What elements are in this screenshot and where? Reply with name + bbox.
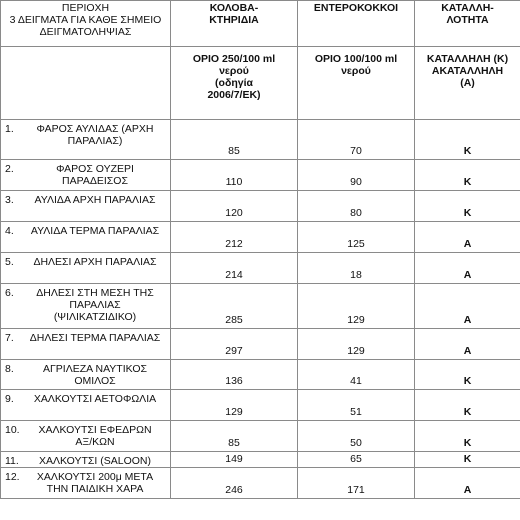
coliforms-value: 129 (171, 390, 298, 421)
row-number: 4. (5, 225, 14, 237)
enterococci-value: 41 (298, 360, 415, 390)
suitability-value: Α (415, 468, 520, 499)
limit-enterococci: ΟΡΙΟ 100/100 ml νερού (298, 47, 415, 120)
location-label: ΔΗΛΕΣΙ ΤΕΡΜΑ ΠΑΡΑΛΙΑΣ (29, 332, 161, 344)
location-name (1, 160, 171, 191)
enterococci-value: 171 (298, 468, 415, 499)
coliforms-value: 85 (171, 421, 298, 452)
header-area: ΠΕΡΙΟΧΗ 3 ΔΕΙΓΜΑΤΑ ΓΙΑ ΚΑΘΕ ΣΗΜΕΙΟ ΔΕΙΓΜΑΤΟΛΗΨΙΑΣ (1, 1, 171, 47)
suitability-value: Α (415, 222, 520, 253)
enterococci-value: 65 (298, 452, 415, 468)
enterococci-value: 80 (298, 191, 415, 222)
enterococci-value: 90 (298, 160, 415, 191)
suitability-value: Κ (415, 390, 520, 421)
header-suitability: ΚΑΤΑΛΛΗ- ΛΟΤΗΤΑ (415, 1, 520, 47)
location-name (1, 468, 171, 499)
suitability-value: Α (415, 329, 520, 360)
location-label: ΑΥΛΙΔΑ ΤΕΡΜΑ ΠΑΡΑΛΙΑΣ (30, 225, 160, 237)
limit-coliforms: ΟΡΙΟ 250/100 ml νερού (οδηγία 2006/7/ΕΚ) (171, 47, 298, 120)
location-label: ΑΓΡΙΛΕΖΑ ΝΑΥΤΙΚΟΣ ΟΜΙΛΟΣ (43, 363, 147, 387)
suitability-value: Α (415, 284, 520, 329)
row-number: 1. (5, 123, 14, 135)
coliforms-value: 212 (171, 222, 298, 253)
suitability-value: Κ (415, 191, 520, 222)
header-row (1, 1, 520, 47)
enterococci-value: 50 (298, 421, 415, 452)
row-number: 12. (5, 471, 20, 483)
location-name (1, 191, 171, 222)
location-name (1, 284, 171, 329)
coliforms-value: 285 (171, 284, 298, 329)
row-number: 2. (5, 163, 14, 175)
location-name (1, 421, 171, 452)
location-label: ΔΗΛΕΣΙ ΑΡΧΗ ΠΑΡΑΛΙΑΣ (33, 256, 157, 268)
location-name (1, 452, 171, 468)
location-label: ΑΥΛΙΔΑ ΑΡΧΗ ΠΑΡΑΛΙΑΣ (34, 194, 156, 206)
row-number: 10. (5, 424, 20, 436)
location-label: ΧΑΛΚΟΥΤΣΙ (SALOON) (38, 455, 152, 467)
enterococci-value: 70 (298, 120, 415, 160)
table-row (1, 222, 520, 253)
row-number: 5. (5, 256, 14, 268)
location-label: ΧΑΛΚΟΥΤΣΙ 200μ ΜΕΤΑ ΤΗΝ ΠΑΙΔΙΚΗ ΧΑΡΑ (36, 471, 154, 495)
enterococci-value: 129 (298, 329, 415, 360)
location-label: ΔΗΛΕΣΙ ΣΤΗ ΜΕΣΗ ΤΗΣ ΠΑΡΑΛΙΑΣ (ΨΙΛΙΚΑΤΖΙΔΙΚΟ) (36, 287, 154, 323)
enterococci-value: 51 (298, 390, 415, 421)
suitability-value: Κ (415, 452, 520, 468)
location-label: ΧΑΛΚΟΥΤΣΙ ΑΕΤΟΦΩΛΙΑ (33, 393, 157, 405)
table-row (1, 160, 520, 191)
table-row (1, 284, 520, 329)
location-name (1, 360, 171, 390)
location-name (1, 390, 171, 421)
coliforms-value: 120 (171, 191, 298, 222)
row-number: 11. (5, 455, 19, 467)
row-number: 3. (5, 194, 14, 206)
coliforms-value: 149 (171, 452, 298, 468)
location-label: ΦΑΡΟΣ ΑΥΛΙΔΑΣ (ΑΡΧΗ ΠΑΡΑΛΙΑΣ) (36, 123, 154, 147)
enterococci-value: 18 (298, 253, 415, 284)
table-row (1, 421, 520, 452)
suitability-value: Κ (415, 120, 520, 160)
row-number: 8. (5, 363, 14, 375)
location-label: ΦΑΡΟΣ ΟΥΖΕΡΙ ΠΑΡΑΔΕΙΣΟΣ (56, 163, 134, 187)
table-row (1, 452, 520, 468)
table-row (1, 120, 520, 160)
header-enterococci: ΕΝΤΕΡΟΚΟΚΚΟΙ (298, 1, 415, 47)
location-name (1, 329, 171, 360)
suitability-value: Κ (415, 160, 520, 191)
header-coliforms: ΚΟΛΟΒΑ- ΚΤΗΡΙΔΙΑ (171, 1, 298, 47)
coliforms-value: 214 (171, 253, 298, 284)
location-name (1, 120, 171, 160)
location-name (1, 253, 171, 284)
table-row (1, 468, 520, 499)
row-number: 6. (5, 287, 14, 299)
table-row (1, 191, 520, 222)
coliforms-value: 246 (171, 468, 298, 499)
suitability-value: Κ (415, 421, 520, 452)
table-row (1, 329, 520, 360)
enterococci-value: 125 (298, 222, 415, 253)
coliforms-value: 297 (171, 329, 298, 360)
enterococci-value: 129 (298, 284, 415, 329)
location-name (1, 222, 171, 253)
coliforms-value: 136 (171, 360, 298, 390)
limits-empty (1, 47, 171, 120)
table-row (1, 360, 520, 390)
limits-row (1, 47, 520, 120)
location-label: ΧΑΛΚΟΥΤΣΙ ΕΦΕΔΡΩΝ ΑΞ/ΚΩΝ (38, 424, 152, 448)
row-number: 9. (5, 393, 14, 405)
coliforms-value: 85 (171, 120, 298, 160)
limit-suitability: ΚΑΤΑΛΛΗΛΗ (Κ) ΑΚΑΤΑΛΛΗΛΗ (Α) (415, 47, 520, 120)
table-row (1, 253, 520, 284)
row-number: 7. (5, 332, 14, 344)
suitability-value: Κ (415, 360, 520, 390)
coliforms-value: 110 (171, 160, 298, 191)
suitability-value: Α (415, 253, 520, 284)
table-row (1, 390, 520, 421)
